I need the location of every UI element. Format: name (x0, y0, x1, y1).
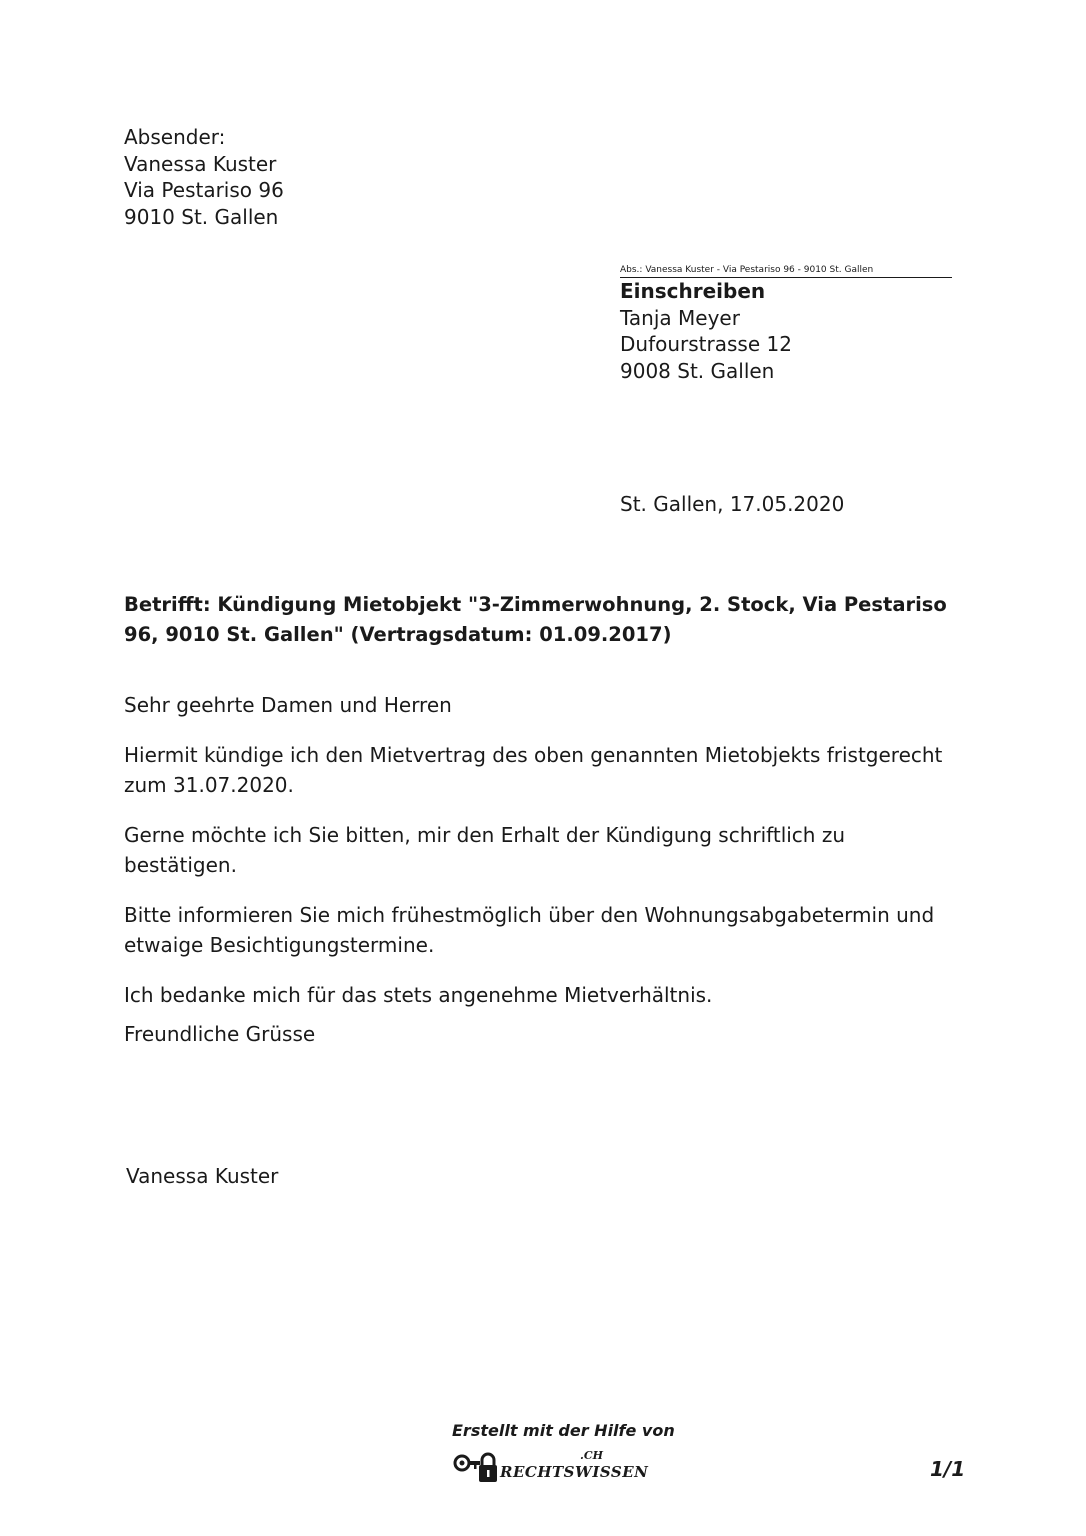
sender-name: Vanessa Kuster (124, 151, 277, 176)
return-address-line: Abs.: Vanessa Kuster - Via Pestariso 96 - 9010 St. Gallen (620, 264, 952, 278)
body-paragraph: Bitte informieren Sie mich frühestmöglich über den Wohnungsabgabetermin und etwaige Besichtigungstermine. (124, 903, 935, 957)
sender-city: 9010 St. Gallen (124, 204, 279, 229)
recipient-city: 9008 St. Gallen (620, 358, 775, 383)
key-lock-icon (452, 1451, 500, 1485)
subject-line: Betrifft: Kündigung Mietobjekt "3-Zimmerwohnung, 2. Stock, Via Pestariso 96, 9010 St. Gallen" (Vertragsdatum: 01.09.2017) (124, 593, 947, 646)
sender-heading: Absender: (124, 125, 226, 149)
signature-name: Vanessa Kuster (126, 1164, 279, 1188)
recipient-name: Tanja Meyer (620, 305, 740, 330)
rechtswissen-logo (452, 1449, 649, 1485)
recipient-street: Dufourstrasse 12 (620, 332, 792, 356)
salutation: Sehr geehrte Damen und Herren (124, 693, 452, 717)
closing-phrase: Freundliche Grüsse (124, 1022, 316, 1046)
created-with-note: Erstellt mit der Hilfe von (452, 1421, 675, 1440)
place-date: St. Gallen, 17.05.2020 (620, 492, 845, 516)
page-number: 1/1 (930, 1457, 966, 1481)
body-paragraph: Gerne möchte ich Sie bitten, mir den Erhalt der Kündigung schriftlich zu bestätigen. (124, 823, 846, 877)
logo-wordmark: RECHTSWISSEN (500, 1463, 649, 1481)
body-paragraph: Ich bedanke mich für das stets angenehme Mietverhältnis. (124, 983, 713, 1007)
sender-address-block (124, 124, 284, 230)
letter-body (124, 690, 964, 1030)
body-paragraph: Hiermit kündige ich den Mietvertrag des oben genannten Mietobjekts fristgerecht zum 31.07.2020. (124, 743, 943, 797)
sender-street: Via Pestariso 96 (124, 178, 284, 202)
recipient-address-block (620, 278, 792, 384)
logo-domain-suffix: .CH (580, 1449, 603, 1462)
delivery-type: Einschreiben (620, 279, 766, 303)
